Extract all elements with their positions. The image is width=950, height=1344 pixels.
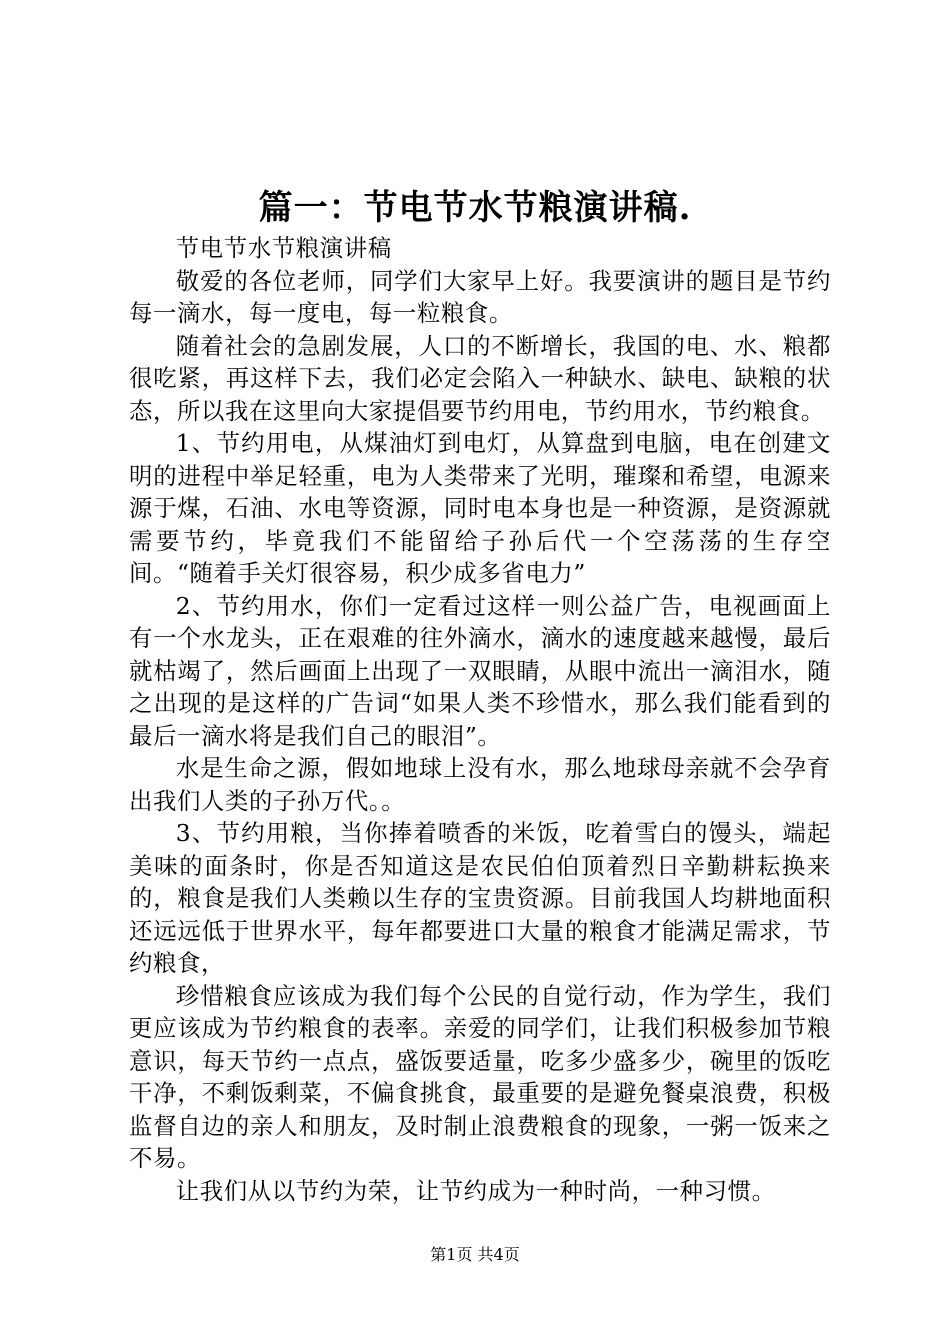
document-body	[129, 232, 831, 1207]
paragraph-food: 3、节约用粮，当你捧着喷香的米饭，吃着雪白的馒头，端起美味的面条时，你是否知道这是农民伯伯顶着烈日辛勤耕耘换来的，粮食是我们人类赖以生存的宝贵资源。目前我国人均耕地面积还远远低于世界水平，每年都要进口大量的粮食才能满足需求，节约粮食，	[129, 819, 831, 977]
paragraph-intro: 随着社会的急剧发展，人口的不断增长，我国的电、水、粮都很吃紧，再这样下去，我们必定会陷入一种缺水、缺电、缺粮的状态，所以我在这里向大家提倡要节约用电，节约用水，节约粮食。	[129, 331, 831, 425]
page-footer: 第1页 共4页	[430, 1245, 520, 1264]
paragraph-heading: 节电节水节粮演讲稿	[175, 234, 392, 262]
paragraph-closing: 让我们从以节约为荣，让节约成为一种时尚，一种习惯。	[175, 1176, 776, 1205]
paragraph-electricity: 1、节约用电，从煤油灯到电灯，从算盘到电脑，电在创建文明的进程中举足轻重，电为人类带来了光明，璀璨和希望，电源来源于煤，石油、水电等资源，同时电本身也是一种资源，是资源就需要节约，毕竟我们不能留给子孙后代一个空荡荡的生存空间。“随着手关灯很容易，积少成多省电力”	[129, 429, 831, 587]
paragraph-cherish-food: 珍惜粮食应该成为我们每个公民的自觉行动，作为学生，我们更应该成为节约粮食的表率。亲爱的同学们，让我们积极参加节粮意识，每天节约一点点，盛饭要适量，吃多少盛多少，碗里的饭吃干净，不剩饭剩菜，不偏食挑食，最重要的是避免餐桌浪费，积极监督自边的亲人和朋友，及时制止浪费粮食的现象，一粥一饭来之不易。	[129, 981, 831, 1172]
paragraph-water-source: 水是生命之源，假如地球上没有水，那么地球母亲就不会孕育出我们人类的子孙万代。。	[129, 754, 831, 815]
page-title: 篇一：节电节水节粮演讲稿.	[258, 188, 692, 228]
paragraph-water: 2、节约用水，你们一定看过这样一则公益广告，电视画面上有一个水龙头，正在艰难的往外滴水，滴水的速度越来越慢，最后就枯竭了，然后画面上出现了一双眼睛，从眼中流出一滴泪水，随之出现的是这样的广告词“如果人类不珍惜水，那么我们能看到的最后一滴水将是我们自己的眼泪”。	[129, 591, 831, 750]
paragraph-greeting: 敬爱的各位老师，同学们大家早上好。我要演讲的题目是节约每一滴水，每一度电，每一粒粮食。	[129, 266, 831, 327]
